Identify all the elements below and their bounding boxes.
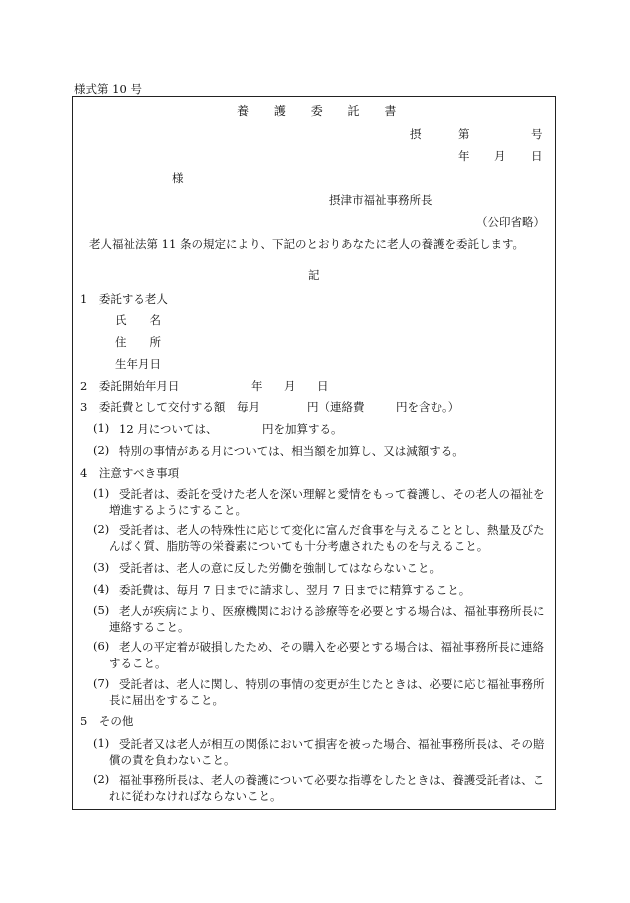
s4-item-line: 老人の平定着が破損したため、その購入を必要とする場合は、福祉事務所長に連絡 [119, 640, 545, 654]
s3-item2-text: 特別の事情がある月については、相当額を加算し、又は減額する。 [119, 444, 464, 458]
name-label: 氏 名 [115, 313, 161, 327]
s4-item-num: (4) [93, 582, 110, 596]
section-3-label: 3 委託費として交付する額 [80, 400, 226, 414]
s3-item1-num: (1) [93, 421, 110, 435]
s5-item-line: 償の責を負わないこと。 [109, 753, 236, 767]
address-label: 住 所 [115, 335, 161, 349]
s5-item-num: (1) [93, 736, 110, 750]
s4-item-num: (7) [93, 676, 110, 690]
title-char: 書 [384, 104, 397, 118]
intro-text: 老人福祉法第 11 条の規定により、下記のとおりあなたに老人の養護を委託します。 [89, 237, 525, 251]
s4-item-num: (1) [93, 486, 110, 500]
doc-number-prefix: 摂 [410, 127, 422, 141]
s4-item-line: すること。 [109, 656, 167, 670]
s4-item-num: (5) [93, 603, 110, 617]
s3-included: 円を含む。） [396, 400, 460, 414]
s4-item-line: 受託者は、委託を受けた老人を深い理解と愛情をもって養護し、その老人の福祉を [119, 487, 545, 501]
section-2-label: 2 委託開始年月日 [80, 379, 180, 393]
date-year: 年 [458, 149, 470, 163]
form-number-label: 様式第 10 号 [74, 82, 142, 96]
s5-item-line: 福祉事務所長は、老人の養護について必要な指導をしたときは、養護受託者は、こ [119, 773, 545, 787]
section-5-heading: 5 その他 [80, 714, 134, 728]
dob-label: 生年月日 [115, 357, 161, 371]
section-4-heading: 4 注意すべき事項 [80, 466, 180, 480]
s4-item-line: 増進するようにすること。 [109, 503, 247, 517]
issuer: 摂津市福祉事務所長 [329, 193, 433, 207]
title-char: 委 [310, 104, 323, 118]
title-char: 護 [273, 104, 286, 118]
s4-item-line: 長に届出をすること。 [109, 693, 224, 707]
s5-item-line: れに従わなければならないこと。 [109, 789, 282, 803]
s3-yen-paren: 円（連絡費 [307, 400, 365, 414]
s2-year: 年 [251, 379, 263, 393]
s3-item2-num: (2) [93, 443, 110, 457]
s4-item-line: んぱく質、脂肪等の栄養素についても十分考慮されたものを与えること。 [109, 539, 489, 553]
s2-month: 月 [284, 379, 296, 393]
s4-item-num: (6) [93, 639, 110, 653]
s4-item-line: 受託者は、老人の意に反した労働を強制してはならないこと。 [119, 561, 441, 575]
s4-item-line: 連絡すること。 [109, 620, 190, 634]
s4-item-line: 受託者は、老人に関し、特別の事情の変更が生じたときは、必要に応じ福祉事務所 [119, 677, 545, 691]
doc-number-dai: 第 [458, 127, 470, 141]
s2-day: 日 [317, 379, 329, 393]
s3-item1-b: 円を加算する。 [262, 422, 343, 436]
seal-note: （公印省略） [476, 215, 545, 229]
s4-item-line: 受託者は、老人の特殊性に応じて変化に富んだ食事を与えることとし、熱量及びた [119, 523, 545, 537]
addressee-suffix: 様 [172, 171, 184, 185]
title-char: 託 [347, 104, 360, 118]
s4-item-line: 老人が疾病により、医療機関における診療等を必要とする場合は、福祉事務所長に [119, 604, 545, 618]
s5-item-num: (2) [93, 772, 110, 786]
s5-item-line: 受託者又は老人が相互の関係において損害を被った場合、福祉事務所長は、その賠 [119, 737, 545, 751]
doc-number-go: 号 [531, 127, 543, 141]
date-day: 日 [531, 149, 543, 163]
s4-item-num: (2) [93, 522, 110, 536]
s3-monthly: 毎月 [237, 400, 260, 414]
ki-label: 記 [308, 268, 320, 282]
s4-item-line: 委託費は、毎月 7 日までに請求し、翌月 7 日までに精算すること。 [119, 583, 471, 597]
s3-item1-a: 12 月については、 [119, 422, 218, 436]
date-month: 月 [494, 149, 506, 163]
title-char: 養 [237, 104, 250, 118]
document-title [237, 102, 396, 119]
section-1-heading: 1 委託する老人 [80, 292, 168, 306]
s4-item-num: (3) [93, 560, 110, 574]
